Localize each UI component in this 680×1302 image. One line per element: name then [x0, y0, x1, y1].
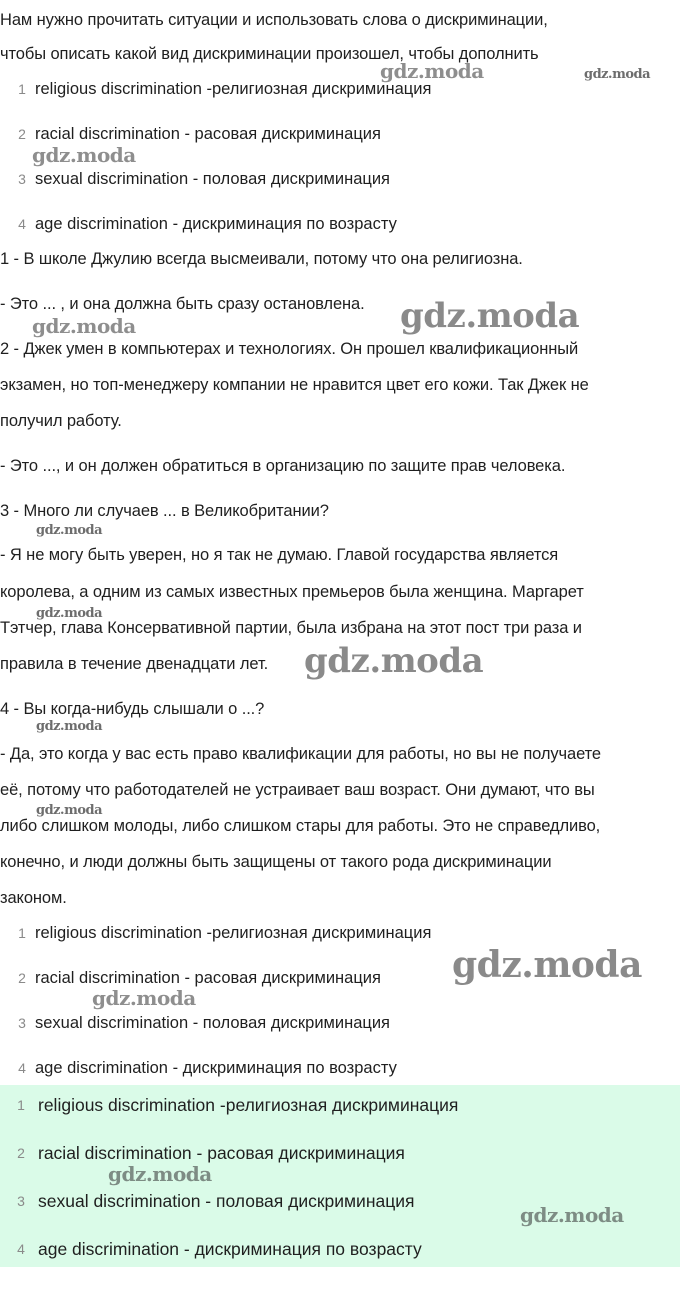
text-line: - Это ... , и она должна быть сразу остановлена.: [0, 295, 365, 313]
list-item-number: 4: [18, 216, 26, 232]
list-item-number: 2: [17, 1145, 25, 1161]
intro-line: чтобы описать какой вид дискриминации произошел, чтобы дополнить: [0, 45, 539, 63]
text-line: её, потому что работодателей не устраивает ваш возраст. Они думают, что вы: [0, 781, 595, 799]
text-line: правила в течение двенадцати лет.: [0, 655, 269, 673]
text-line: 3 - Много ли случаев ... в Великобритании?: [0, 502, 329, 520]
list-item-number: 3: [18, 1015, 26, 1031]
list-item-number: 1: [18, 81, 26, 97]
list-item-text: religious discrimination -религиозная дискриминация: [35, 924, 432, 942]
list-item-text: sexual discrimination - половая дискриминация: [35, 1014, 390, 1032]
watermark: gdz.moda: [304, 641, 484, 681]
watermark: gdz.moda: [452, 944, 642, 986]
watermark: gdz.moda: [36, 606, 103, 621]
text-line: законом.: [0, 889, 67, 907]
list-item-text: sexual discrimination - половая дискриминация: [38, 1191, 415, 1211]
text-line: королева, а одним из самых известных премьеров была женщина. Маргарет: [0, 583, 584, 601]
watermark: gdz.moda: [400, 296, 580, 336]
watermark: gdz.moda: [32, 143, 136, 167]
text-line: 2 - Джек умен в компьютерах и технологиях. Он прошел квалификационный: [0, 340, 579, 358]
watermark: gdz.moda: [584, 67, 651, 82]
list-item-number: 4: [18, 1060, 26, 1076]
watermark: gdz.moda: [36, 803, 103, 818]
list-item-text: racial discrimination - расовая дискриминация: [35, 969, 381, 987]
text-line: - Да, это когда у вас есть право квалификации для работы, но вы не получаете: [0, 745, 601, 763]
watermark: gdz.moda: [380, 59, 484, 83]
text-line: - Это ..., и он должен обратиться в организацию по защите прав человека.: [0, 457, 566, 475]
list-item-text: age discrimination - дискриминация по возрасту: [38, 1239, 422, 1259]
list-item-number: 2: [18, 970, 26, 986]
watermark: gdz.moda: [32, 314, 136, 338]
text-line: получил работу.: [0, 412, 122, 430]
list-item-text: racial discrimination - расовая дискриминация: [35, 125, 381, 143]
text-line: - Я не могу быть уверен, но я так не думаю. Главой государства является: [0, 546, 559, 564]
list-item-number: 3: [18, 171, 26, 187]
list-item-number: 1: [18, 925, 26, 941]
text-line: экзамен, но топ-менеджеру компании не нравится цвет его кожи. Так Джек не: [0, 376, 589, 394]
watermark: gdz.moda: [92, 986, 196, 1010]
text-line: либо слишком молоды, либо слишком стары для работы. Это не справедливо,: [0, 817, 601, 835]
list-item-text: racial discrimination - расовая дискриминация: [38, 1143, 405, 1163]
list-item-text: age discrimination - дискриминация по возрасту: [35, 1059, 397, 1077]
text-line: конечно, и люди должны быть защищены от такого рода дискриминации: [0, 853, 552, 871]
text-line: Тэтчер, глава Консервативной партии, была избрана на этот пост три раза и: [0, 619, 582, 637]
watermark: gdz.moda: [36, 719, 103, 734]
watermark: gdz.moda: [108, 1162, 212, 1186]
text-line: 4 - Вы когда-нибудь слышали о ...?: [0, 700, 265, 718]
intro-line: Нам нужно прочитать ситуации и использовать слова о дискриминации,: [0, 11, 548, 29]
list-item-text: sexual discrimination - половая дискриминация: [35, 170, 390, 188]
list-item-number: 2: [18, 126, 26, 142]
list-item-text: religious discrimination -религиозная дискриминация: [35, 80, 432, 98]
list-item-number: 1: [17, 1097, 25, 1113]
watermark: gdz.moda: [36, 523, 103, 538]
list-item-number: 3: [17, 1193, 25, 1209]
list-item-text: religious discrimination -религиозная дискриминация: [38, 1095, 459, 1115]
list-item-text: age discrimination - дискриминация по возрасту: [35, 215, 397, 233]
text-line: 1 - В школе Джулию всегда высмеивали, потому что она религиозна.: [0, 250, 523, 268]
answer-box: [0, 1085, 680, 1267]
watermark: gdz.moda: [520, 1203, 624, 1227]
list-item-number: 4: [17, 1241, 25, 1257]
